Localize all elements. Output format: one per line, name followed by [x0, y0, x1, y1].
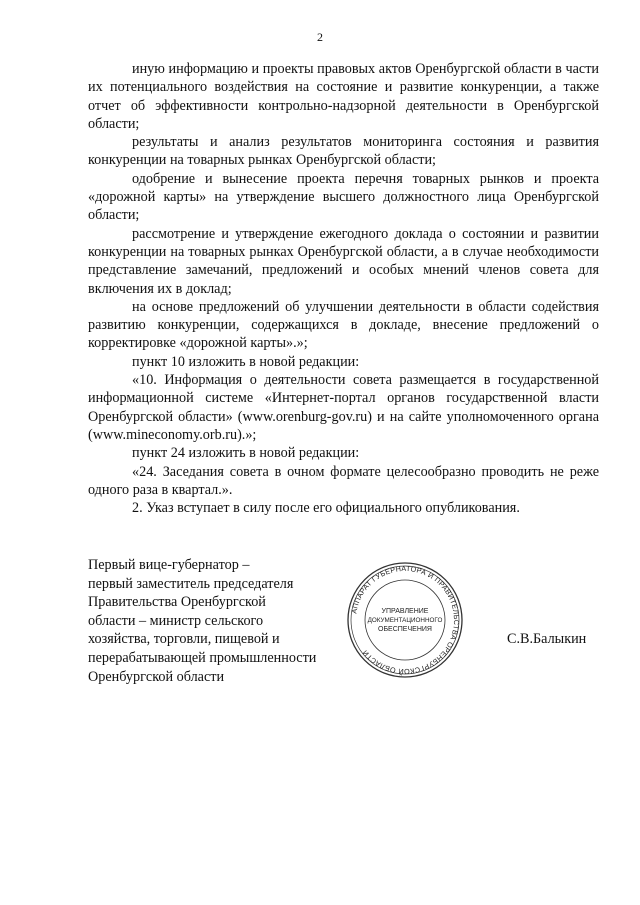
paragraph: результаты и анализ результатов мониторинга состояния и развития конкуренции на товарных рынках Оренбургской области; [88, 134, 599, 169]
paragraph: одобрение и вынесение проекта перечня товарных рынков и проекта «дорожной карты» на утверждение высшего должностного лица Оренбургской области; [88, 170, 599, 224]
page-number: 2 [317, 30, 323, 44]
signatory-title-line: Оренбургской области [88, 668, 225, 685]
paragraph: рассмотрение и утверждение ежегодного доклада о состоянии и развитии конкуренции на товарных рынках Оренбургской области, а в случае необходимости представление замечаний, предложений и особых мнений членов совета для включения их в доклад; [88, 225, 599, 297]
paragraph: на основе предложений об улучшении деятельности в области содействия развитию конкуренции, содержащихся в докладе, внесение предложений о корректировке «дорожной карты».»; [88, 298, 599, 352]
document-body [88, 60, 599, 517]
signatory-title-line: Правительства Оренбургской [88, 594, 266, 611]
paragraph: «10. Информация о деятельности совета размещается в государственной информационной системе «Интернет-портал органов государственной власти Оренбургской области» (www.orenburg-gov.ru) и на сайте уполномоченного органа (www.mineconomy.orb.ru).»; [88, 372, 599, 443]
signatory-name: С.В.Балыкин [507, 631, 587, 647]
paragraph: «24. Заседания совета в очном формате целесообразно проводить не реже одного раза в квартал.». [88, 463, 599, 498]
stamp-inner-line: УПРАВЛЕНИЕ [381, 608, 429, 615]
stamp-inner-line: ОБЕСПЕЧЕНИЯ [378, 626, 432, 633]
signatory-title-line: хозяйства, торговли, пищевой и [88, 631, 280, 648]
paragraph: иную информацию и проекты правовых актов Оренбургской области в части их потенциального воздействия на состояние и развитие конкуренции, а также отчет об эффективности контрольно-надзорной деятельности в Оренбургской области; [88, 61, 599, 132]
stamp-inner-line: ДОКУМЕНТАЦИОННОГО [367, 617, 443, 624]
official-stamp [345, 560, 465, 680]
signatory-title [88, 556, 348, 686]
paragraph: пункт 24 изложить в новой редакции: [132, 445, 360, 462]
signatory-title-line: первый заместитель председателя [88, 575, 294, 592]
paragraph: 2. Указ вступает в силу после его официального опубликования. [132, 500, 520, 517]
signatory-title-line: области – министр сельского [88, 612, 264, 629]
signatory-title-line: Первый вице-губернатор – [88, 557, 250, 573]
stamp-outer-textpath: АППАРАТ ГУБЕРНАТОРА И ПРАВИТЕЛЬСТВА ОРЕНБУРГСКОЙ ОБЛАСТИ [349, 563, 462, 677]
signatory-title-line: перерабатывающей промышленности [88, 649, 317, 666]
paragraph: пункт 10 изложить в новой редакции: [132, 353, 360, 370]
